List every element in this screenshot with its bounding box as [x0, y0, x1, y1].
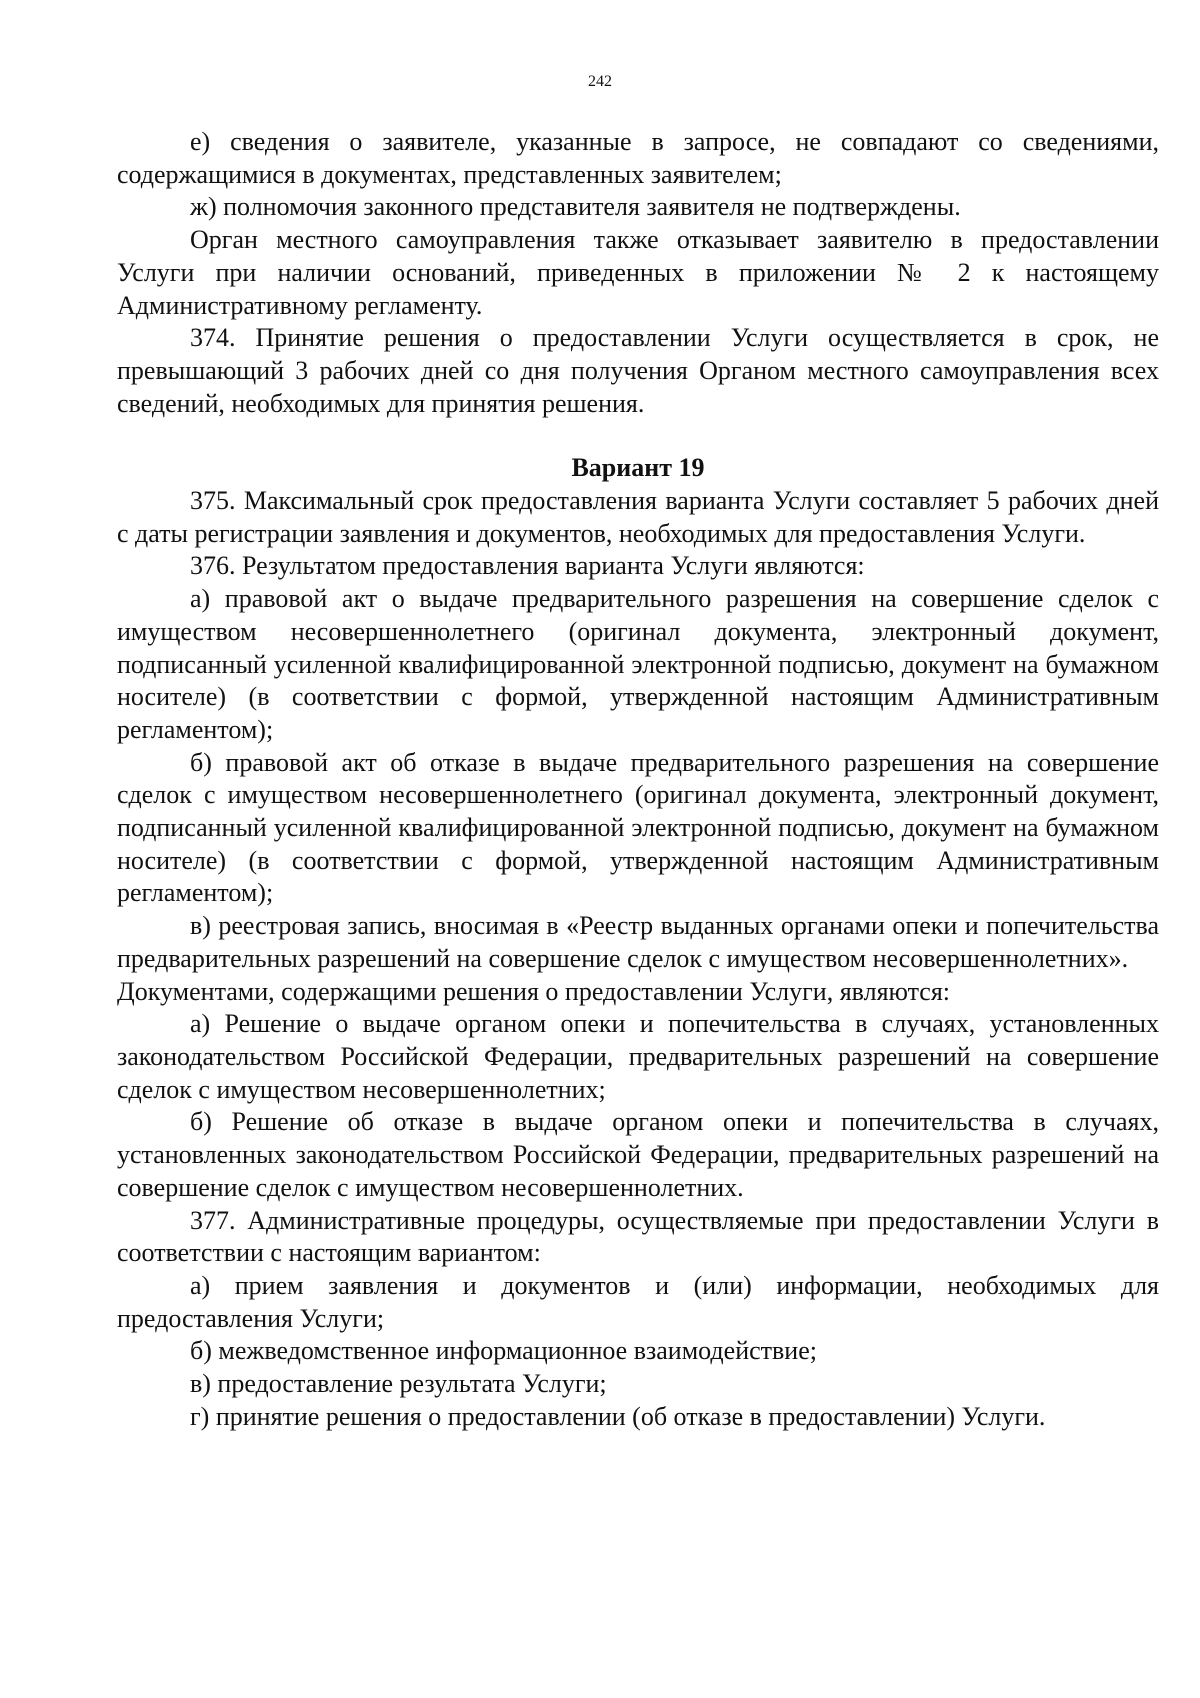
- paragraph-376-v: в) реестровая запись, вносимая в «Реестр выданных органами опеки и попечительства предварительных разрешений на совершение сделок с имуществом несовершеннолетних».: [117, 911, 1159, 973]
- paragraph-377-g: г) принятие решения о предоставлении (об отказе в предоставлении) Услуги.: [190, 1401, 1046, 1431]
- paragraph-decision-b: б) Решение об отказе в выдаче органом опеки и попечительства в случаях, установленных законодательством Российской Федерации, предварительных разрешений на совершение сделок с имуществом несовершеннолетних.: [117, 1107, 1159, 1202]
- paragraph-374: 374. Принятие решения о предоставлении Услуги осуществляется в срок, не превышающий 3 рабочих дней со дня получения Органом местного самоуправления всех сведений, необходимых для принятия решения.: [117, 323, 1159, 418]
- paragraph-377-v: в) предоставление результата Услуги;: [190, 1369, 607, 1399]
- paragraph-375: 375. Максимальный срок предоставления варианта Услуги составляет 5 рабочих дней с даты регистрации заявления и документов, необходимых для предоставления Услуги.: [117, 486, 1159, 548]
- paragraph-377-b: б) межведомственное информационное взаимодействие;: [190, 1336, 817, 1366]
- paragraph-item-e: е) сведения о заявителе, указанные в запросе, не совпадают со сведениями, содержащимися в документах, представленных заявителем;: [117, 127, 1159, 189]
- paragraph-refusal-grounds: Орган местного самоуправления также отказывает заявителю в предоставлении Услуги при наличии оснований, приведенных в приложении № 2 к настоящему Административному регламенту.: [117, 225, 1159, 320]
- paragraph-377: 377. Административные процедуры, осуществляемые при предоставлении Услуги в соответствии с настоящим вариантом:: [117, 1205, 1159, 1268]
- page-number: 242: [588, 73, 612, 90]
- paragraph-decision-documents: Документами, содержащими решения о предоставлении Услуги, являются:: [117, 976, 951, 1006]
- paragraph-376-b: б) правовой акт об отказе в выдаче предварительного разрешения на совершение сделок с имуществом несовершеннолетнего (оригинал документа, электронный документ, подписанный усиленной квалифицированной электронной подписью, документ на бумажном носителе) (в соответствии с формой, утвержденной настоящим Административным регламентом);: [117, 747, 1159, 908]
- paragraph-decision-a: а) Решение о выдаче органом опеки и попечительства в случаях, установленных законодательством Российской Федерации, предварительных разрешений на совершение сделок с имуществом несовершеннолетних;: [117, 1009, 1159, 1104]
- paragraph-376: 376. Результатом предоставления варианта Услуги являются:: [190, 551, 865, 581]
- paragraph-376-a: а) правовой акт о выдаче предварительного разрешения на совершение сделок с имуществом несовершеннолетнего (оригинал документа, электронный документ, подписанный усиленной квалифицированной электронной подписью, документ на бумажном носителе) (в соответствии с формой, утвержденной настоящим Административным регламентом);: [117, 584, 1159, 744]
- document-body: [117, 126, 1159, 1433]
- section-heading: Вариант 19: [571, 453, 705, 483]
- section-spacer: [117, 420, 1159, 452]
- paragraph-item-zh: ж) полномочия законного представителя заявителя не подтверждены.: [190, 192, 961, 222]
- paragraph-377-a: а) прием заявления и документов и (или) информации, необходимых для предоставления Услуги;: [117, 1270, 1159, 1333]
